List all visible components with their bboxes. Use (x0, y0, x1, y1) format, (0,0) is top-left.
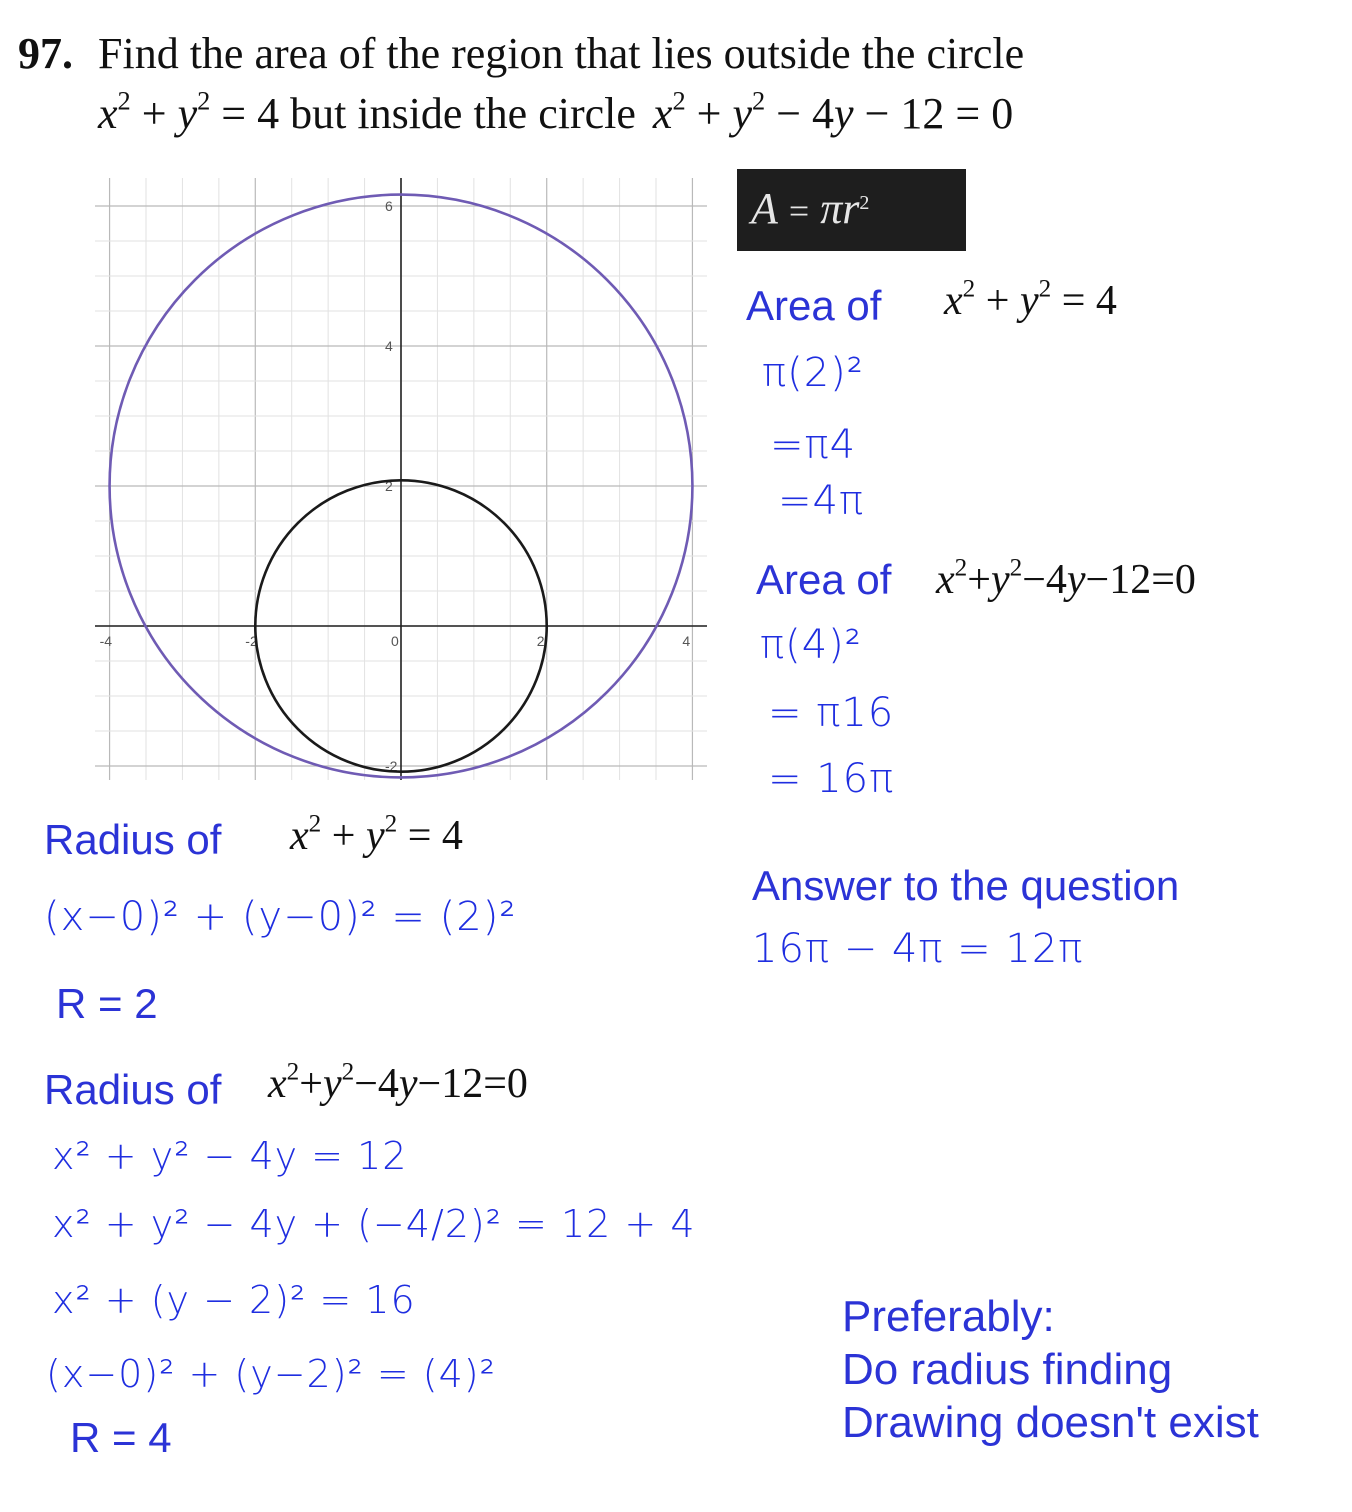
area-equation-2: $x^2+y^2-4y-12=0$ (936, 554, 1196, 603)
x-tick-label: -4 (99, 633, 113, 649)
radius-step-2b: x² + y² − 4y + (−4/2)² = 12 + 4 (52, 1202, 696, 1246)
problem-text-mid: but inside the circle (290, 89, 636, 138)
area-label-1: Area of (746, 282, 882, 329)
inner-equation: $x^2 + y^2 = 4$ (98, 85, 280, 138)
y-tick-label: -2 (385, 758, 398, 774)
radius-equation-2: $x^2+y^2-4y-12=0$ (268, 1058, 528, 1107)
radius-label-2: Radius of (44, 1066, 222, 1113)
radius-label-1: Radius of (44, 816, 222, 863)
note-line-3: Drawing doesn't exist (842, 1398, 1259, 1447)
area-step-1a: π(2)² (762, 350, 864, 396)
y-tick-label: 6 (385, 198, 393, 214)
radius-step-2d: (x−0)² + (y−2)² = (4)² (46, 1352, 496, 1396)
x-tick-label: 0 (391, 633, 399, 649)
radius-step-2a: x² + y² − 4y = 12 (52, 1134, 408, 1178)
x-tick-label: 2 (536, 633, 545, 649)
outer-equation: $x^2 + y^2 - 4y - 12 = 0$ (652, 85, 1014, 138)
area-step-1c: =4π (778, 478, 865, 524)
answer-work: 16π − 4π = 12π (752, 926, 1084, 972)
area-step-2c: = 16π (768, 756, 895, 802)
radius-work-1: (x−0)² + (y−0)² = (2)² (44, 894, 517, 940)
x-tick-label: 4 (682, 633, 691, 649)
radius-result-2: R = 4 (70, 1414, 172, 1461)
radius-result-1: R = 2 (56, 980, 158, 1027)
area-equation-1: $x^2 + y^2 = 4$ (944, 275, 1117, 324)
problem-text: Find the area of the region that lies outside the circle (98, 29, 1025, 78)
problem-line-1 (18, 28, 1024, 79)
answer-label: Answer to the question (752, 862, 1180, 909)
area-formula: $A = \pi r^2$ (751, 184, 870, 233)
note-line-2: Do radius finding (842, 1345, 1173, 1394)
x-tick-label: -2 (245, 633, 258, 649)
circle-graph (95, 178, 707, 780)
area-step-2b: = π16 (768, 690, 895, 736)
radius-step-2c: x² + (y − 2)² = 16 (52, 1278, 416, 1322)
problem-number: 97. (18, 29, 73, 78)
area-step-1b: =π4 (770, 422, 857, 468)
area-formula-box (737, 169, 966, 251)
area-label-2: Area of (756, 556, 892, 603)
note-line-1: Preferably: (842, 1292, 1055, 1341)
y-tick-label: 2 (385, 478, 393, 494)
y-tick-label: 4 (385, 338, 393, 354)
radius-equation-1: $x^2 + y^2 = 4$ (290, 810, 463, 859)
problem-line-2 (98, 85, 1014, 139)
area-step-2a: π(4)² (760, 622, 862, 668)
